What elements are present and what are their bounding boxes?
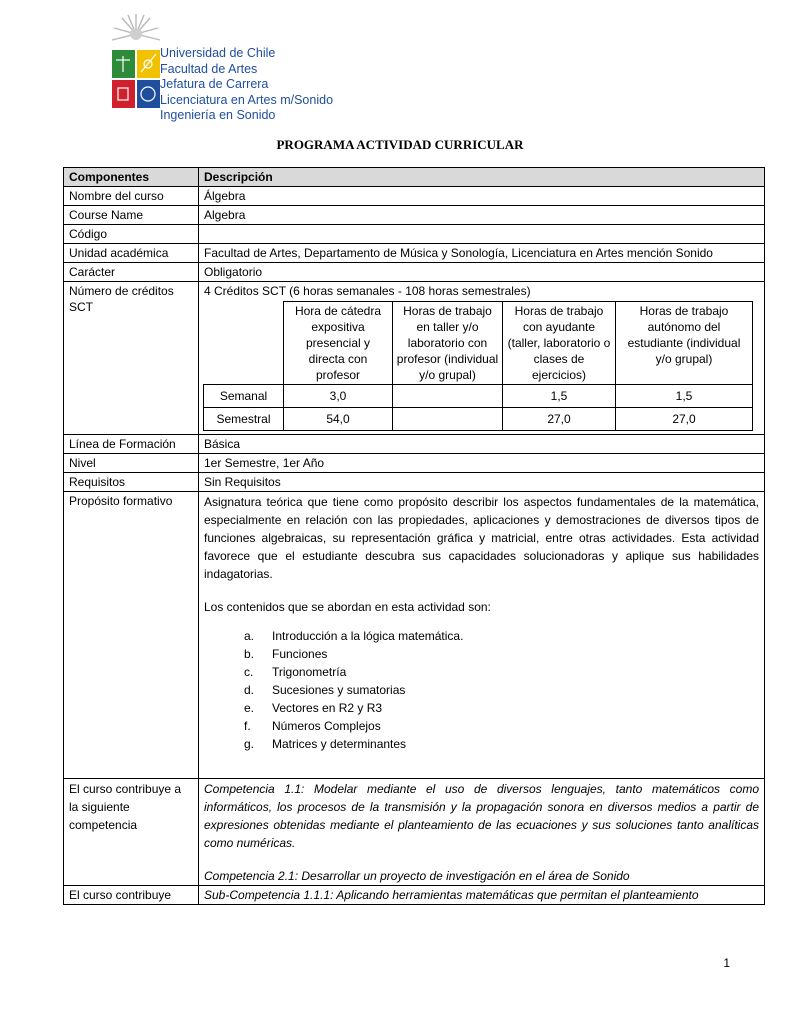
creditos-row [64, 282, 765, 435]
row-label: El curso contribuye [64, 886, 199, 905]
table-row [64, 206, 765, 225]
sct-row-semanal [204, 385, 753, 408]
sct-value: 3,0 [284, 385, 393, 408]
row-value: Obligatorio [199, 263, 765, 282]
row-label: Unidad académica [64, 244, 199, 263]
row-value: Álgebra [199, 187, 765, 206]
header-descripcion: Descripción [199, 168, 765, 187]
creditos-cell [199, 282, 765, 435]
row-label: Número de créditos SCT [64, 282, 199, 435]
logo-line: Licenciatura en Artes m/Sonido [160, 92, 334, 107]
logo-line: Facultad de Artes [160, 61, 258, 76]
sct-value: 1,5 [616, 385, 753, 408]
university-logo [108, 12, 338, 122]
sct-blank-cell [204, 302, 284, 385]
header-componentes: Componentes [64, 168, 199, 187]
list-item: e. Vectores en R2 y R3 [244, 701, 383, 715]
row-label: Requisitos [64, 473, 199, 492]
competencia-1-1: Competencia 1.1: Modelar mediante el uso de diversos lenguajes, tanto matemáticos como informáticos, los procesos de la transmisión y la propagación sonora en diversos medios a partir de expresiones obtenidas mediante el planteamiento de las ecuaciones y sus soluciones tanto analíticas como numéricas. [204, 782, 759, 850]
document-title: PROGRAMA ACTIVIDAD CURRICULAR [276, 137, 524, 152]
logo-line: Universidad de Chile [160, 46, 276, 60]
sct-row-label: Semestral [204, 408, 284, 431]
row-label: El curso contribuye a la siguiente competencia [64, 779, 199, 886]
creditos-summary: 4 Créditos SCT (6 horas semanales - 108 horas semestrales) [204, 284, 531, 298]
logo-line: Jefatura de Carrera [160, 77, 269, 91]
proposito-paragraph: Asignatura teórica que tiene como propósito describir los aspectos fundamentales de la matemática, especialmente en relación con las propiedades, aplicaciones y demostraciones de diversos tipos de funciones algebraicas, su representación gráfica y matricial, entre otras actividades. Esta actividad favorece que el estudiante descubra sus capacidades solucionadoras y aplique sus habilidades indagatorias. [204, 495, 759, 581]
list-item: g. Matrices y determinantes [244, 737, 407, 751]
table-row [64, 454, 765, 473]
sct-value: 27,0 [503, 408, 616, 431]
curriculum-table [63, 167, 765, 905]
competencia-cell [199, 779, 765, 886]
sct-column-header: Horas de trabajo en taller y/o laboratorio con profesor (individual y/o grupal) [393, 302, 503, 385]
sct-header-row [204, 302, 753, 385]
sct-row-label: Semanal [204, 385, 284, 408]
proposito-cell [199, 492, 765, 779]
table-row [64, 886, 765, 905]
row-label: Nombre del curso [64, 187, 199, 206]
row-label: Línea de Formación [64, 435, 199, 454]
row-value: Facultad de Artes, Departamento de Música y Sonología, Licenciatura en Artes mención Sonido [199, 244, 765, 263]
row-value: Sin Requisitos [199, 473, 765, 492]
list-item: b. Funciones [244, 647, 328, 661]
sct-value: 54,0 [284, 408, 393, 431]
row-label: Código [64, 225, 199, 244]
sct-hours-table [203, 301, 753, 431]
sct-value: 27,0 [616, 408, 753, 431]
logo-text [160, 46, 333, 124]
row-label: Course Name [64, 206, 199, 225]
competencia-row [64, 779, 765, 886]
table-header-row [64, 168, 765, 187]
row-value [199, 225, 765, 244]
list-item: a. Introducción a la lógica matemática. [244, 629, 464, 643]
table-row [64, 225, 765, 244]
list-item: c. Trigonometría [244, 665, 347, 679]
row-label: Nivel [64, 454, 199, 473]
table-row [64, 187, 765, 206]
table-row [64, 473, 765, 492]
list-item: f. Números Complejos [244, 719, 381, 733]
proposito-row [64, 492, 765, 779]
sct-column-header: Hora de cátedra expositiva presencial y directa con profesor [284, 302, 393, 385]
row-value: Básica [199, 435, 765, 454]
page-number: 1 [723, 956, 730, 970]
table-row [64, 244, 765, 263]
topics-list [244, 627, 759, 753]
table-row [64, 263, 765, 282]
list-item: d. Sucesiones y sumatorias [244, 683, 406, 697]
sct-column-header: Horas de trabajo autónomo del estudiante (individual y/o grupal) [616, 302, 753, 385]
table-row [64, 435, 765, 454]
row-label: Propósito formativo [64, 492, 199, 779]
competencia-2-1: Competencia 2.1: Desarrollar un proyecto de investigación en el área de Sonido [204, 869, 630, 883]
sct-row-semestral [204, 408, 753, 431]
sct-value [393, 385, 503, 408]
sct-column-header: Horas de trabajo con ayudante (taller, laboratorio o clases de ejercicios) [503, 302, 616, 385]
row-label: Carácter [64, 263, 199, 282]
row-value: 1er Semestre, 1er Año [199, 454, 765, 473]
sct-value: 1,5 [503, 385, 616, 408]
sct-value [393, 408, 503, 431]
university-seal-icon [108, 12, 164, 112]
logo-line: Ingeniería en Sonido [160, 108, 276, 122]
row-value: Sub-Competencia 1.1.1: Aplicando herramientas matemáticas que permitan el planteamiento [199, 886, 765, 905]
contenidos-intro: Los contenidos que se abordan en esta actividad son: [204, 600, 491, 614]
row-value: Algebra [199, 206, 765, 225]
